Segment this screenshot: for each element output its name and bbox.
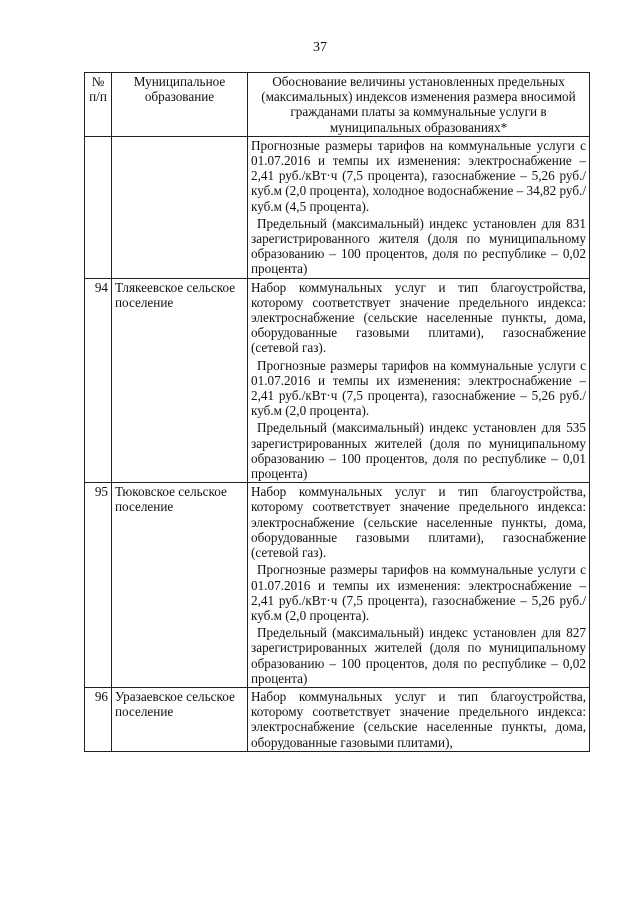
header-justification: Обоснование величины установленных предельных (максимальных) индексов изменения размера вносимой гражданами платы за коммунальные услуги в муниципальных образованиях*	[248, 73, 590, 137]
justification-paragraph: Прогнозные размеры тарифов на коммунальные услуги с 01.07.2016 и темпы их изменения: электроснабжение – 2,41 руб./кВт·ч (7,5 процента), газоснабжение – 5,26 руб./куб.м (2,0 процента).	[251, 357, 586, 419]
row-justification	[248, 278, 590, 483]
justification-paragraph: Предельный (максимальный) индекс установлен для 831 зарегистрированного жителя (доля по муниципальному образованию – 100 процентов, доля по республике – 0,02 процента)	[251, 215, 586, 277]
row-number: 96	[85, 687, 112, 751]
table-header-row	[85, 73, 590, 137]
row-justification	[248, 483, 590, 688]
tariff-index-table	[84, 72, 590, 752]
row-municipality: Тюковское сельское поселение	[112, 483, 248, 688]
row-number	[85, 136, 112, 278]
justification-paragraph: Предельный (максимальный) индекс установлен для 827 зарегистрированных жителей (доля по муниципальному образованию – 100 процентов, доля по республике – 0,02 процента)	[251, 625, 586, 686]
table-row	[85, 278, 590, 483]
justification-paragraph: Прогнозные размеры тарифов на коммунальные услуги с 01.07.2016 и темпы их изменения: электроснабжение – 2,41 руб./кВт·ч (7,5 процента), газоснабжение – 5,26 руб./куб.м (2,0 процента).	[251, 562, 586, 623]
row-municipality: Уразаевское сельское поселение	[112, 687, 248, 751]
justification-paragraph: Набор коммунальных услуг и тип благоустройства, которому соответствует значение предельного индекса: электроснабжение (сельские населенные пункты, дома, оборудованные газовыми плитами), газоснабжение (сетевой газ).	[251, 279, 586, 356]
justification-paragraph: Предельный (максимальный) индекс установлен для 535 зарегистрированных жителей (доля по муниципальному образованию – 100 процентов, доля по республике – 0,01 процента)	[251, 420, 586, 482]
justification-paragraph: Набор коммунальных услуг и тип благоустройства, которому соответствует значение предельного индекса: электроснабжение (сельские населенные пункты, дома, оборудованные газовыми плитами), газоснабжение (сетевой газ).	[251, 484, 586, 561]
row-municipality	[112, 136, 248, 278]
table-row	[85, 483, 590, 688]
row-number: 95	[85, 483, 112, 688]
justification-paragraph: Прогнозные размеры тарифов на коммунальные услуги с 01.07.2016 и темпы их изменения: электроснабжение – 2,41 руб./кВт·ч (7,5 процента), газоснабжение – 5,26 руб./куб.м (2,0 процента), холодное водоснабжение – 34,82 руб./куб.м (4,5 процента).	[251, 137, 586, 214]
table-row	[85, 687, 590, 751]
table-row	[85, 136, 590, 278]
header-num: № п/п	[85, 73, 112, 137]
justification-paragraph: Набор коммунальных услуг и тип благоустройства, которому соответствует значение предельного индекса: электроснабжение (сельские населенные пункты, дома, оборудованные газовыми плитами),	[251, 688, 586, 750]
row-municipality: Тлякеевское сельское поселение	[112, 278, 248, 483]
row-justification	[248, 687, 590, 751]
row-justification	[248, 136, 590, 278]
page-number: 37	[313, 40, 327, 55]
header-municipality: Муниципальное образование	[112, 73, 248, 137]
row-number: 94	[85, 278, 112, 483]
table-body	[85, 136, 590, 751]
